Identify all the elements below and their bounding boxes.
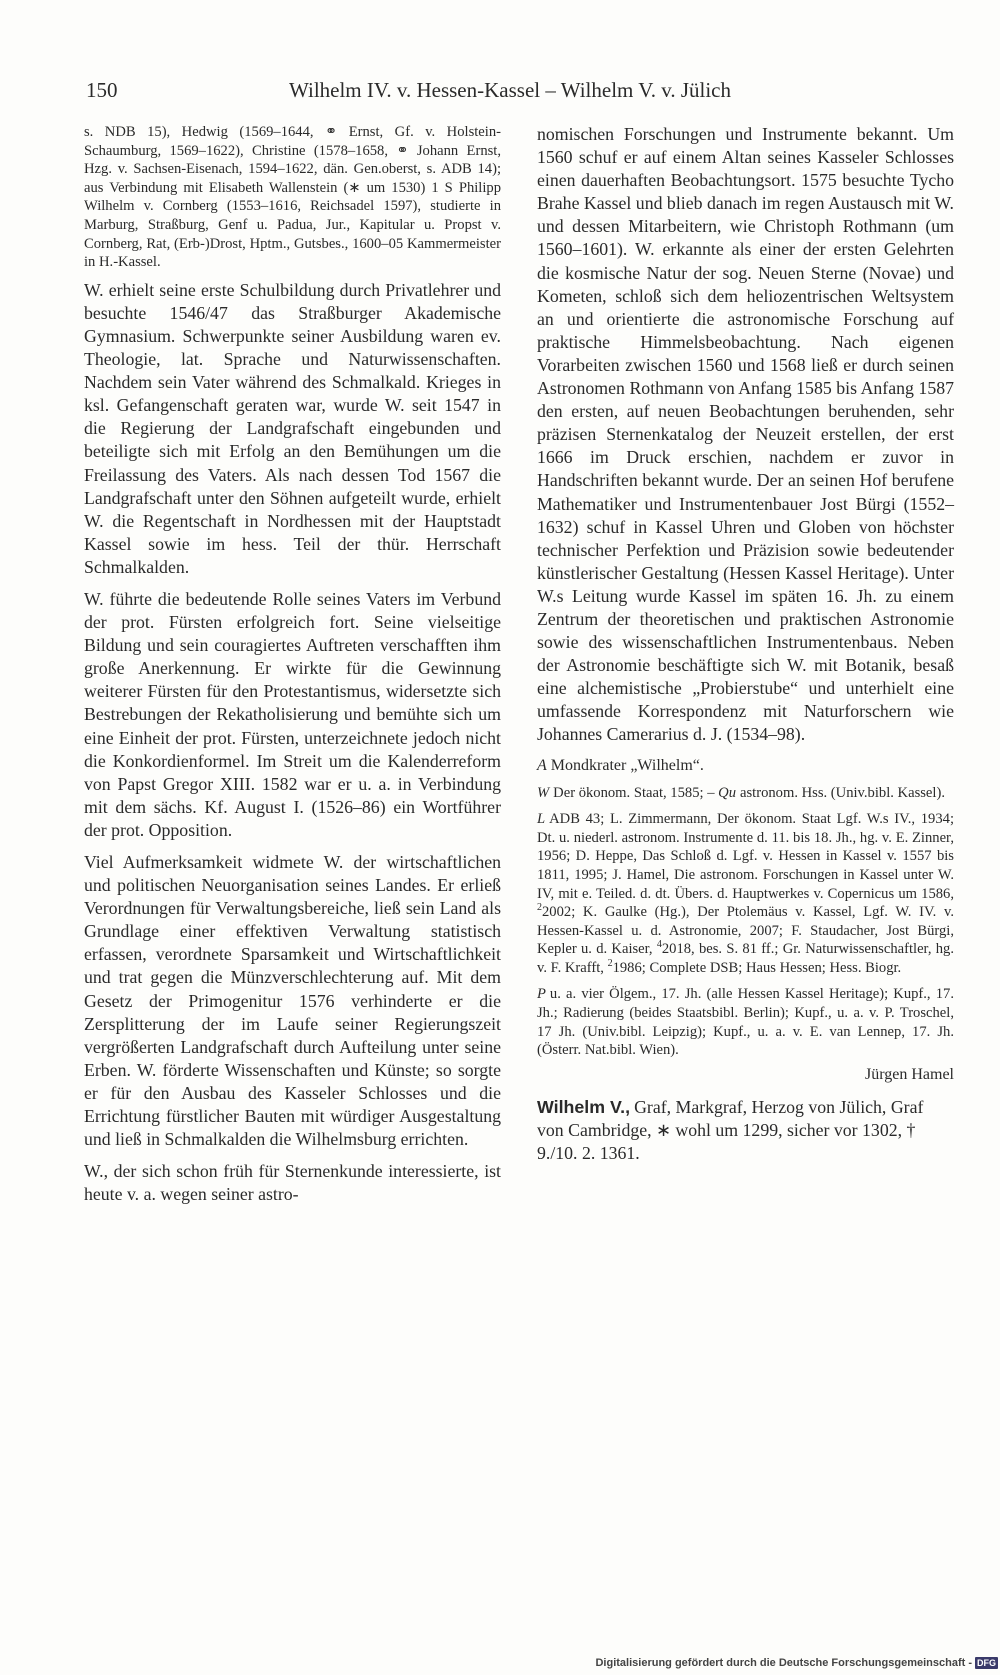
paragraph-astronomy-start: W., der sich schon früh für Sternenkunde interessierte, ist heute v. a. wegen seiner astro- <box>84 1161 501 1205</box>
section-a-label: A <box>537 756 547 774</box>
literature-text-d: 1986; Complete DSB; Haus Hessen; Hess. Biogr. <box>612 959 902 976</box>
edition-superscript: 2 <box>537 902 542 914</box>
edition-superscript: 2 <box>607 958 613 970</box>
genealogy-text: s. NDB 15), Hedwig (1569–1644, ⚭ Ernst, Gf. v. Holstein-Schaumburg, 1569–1622), Christine (1578–1658, ⚭ Johann Ernst, Hzg. v. Sachsen-Eisenach, 1594–1622, dän. Gen.oberst, s. ADB 14); aus Verbindung mit Elisabeth Wallenstein (∗ um 1530) 1 S Philipp Wilhelm v. Cornberg (1553–1616, Reichsadel 1597), studierte in Marburg, Straßburg, Genf u. Padua, Jur., Kapitular u. Propst v. Cornberg, Rat, (Erb-)Drost, Hptm., Gutsbes., 1600–05 Kammermeister in H.-Kassel. <box>84 124 501 271</box>
dfg-logo-icon: DFG <box>977 1658 996 1668</box>
literature-text-b: 2002; K. Gaulke (Hg.), Der Ptolemäus v. Kassel, Lgf. W. IV. v. Hessen-Kassel u. d. Astronomie, 2007; F. Staudacher, Jost Bürgi, Kepler u. d. Kaiser, <box>537 904 954 958</box>
next-entry-name: Wilhelm V., <box>537 1096 631 1117</box>
digitization-footer <box>595 1657 998 1669</box>
section-l-label: L <box>537 811 546 828</box>
section-p-text: u. a. vier Ölgem., 17. Jh. (alle Hessen Kassel Heritage); Kupf., 17. Jh.; Radierung (beides Staatsbibl. Berlin); Kupf., u. a. v. P. Troschel, 17 Jh. (Univ.bibl. Leipzig); Kupf., u. a. v. E. van Lennep, 17. Jh. (Österr. Nat.bibl. Wien). <box>537 986 954 1059</box>
footer-text: Digitalisierung gefördert durch die Deutsche Forschungsgemeinschaft - <box>595 1657 972 1669</box>
section-p <box>537 985 954 1059</box>
running-title: Wilhelm IV. v. Hessen-Kassel – Wilhelm V. v. Jülich <box>289 78 731 102</box>
left-column <box>84 123 501 1215</box>
section-qu-text: astronom. Hss. (Univ.bibl. Kassel). <box>740 784 945 801</box>
section-l <box>537 810 954 977</box>
section-qu-label: Qu <box>718 784 736 801</box>
section-w-text: Der ökonom. Staat, 1585; – <box>553 784 719 801</box>
page-number: 150 <box>86 78 118 102</box>
section-w <box>537 784 954 803</box>
paragraph-administration: Viel Aufmerksamkeit widmete W. der wirtschaftlichen und politischen Neuorganisation seines Landes. Er erließ Verordnungen für Verwaltungsbereiche, ließ sein Land als Grundlage einer effektiven Verwaltung statistisch erfassen, verordnete Sparsamkeit und Wirtschaftlichkeit und trat gegen die Münzverschlechterung auf. Mit dem Gesetz der Primogenitur 1576 verhinderte er die Zersplitterung der im Laufe seiner Regierungszeit vergrößerten Landgrafschaft durch Aufteilung unter seine Erben. W. förderte Wissenschaften und Künste; so sorgte er für den Ausbau des Kasseler Schlosses und die Errichtung fürstlicher Bauten mit würdiger Ausgestaltung und ließ in Schmalkalden die Wilhelmsburg errichten. <box>84 852 501 1150</box>
section-a-text: Mondkrater „Wilhelm“. <box>550 756 704 774</box>
paragraph-education: W. erhielt seine erste Schulbildung durch Privatlehrer und besuchte 1546/47 das Straßburger Akademische Gymnasium. Schwerpunkte seiner Ausbildung waren ev. Theologie, lat. Sprache und Naturwissenschaften. Nachdem sein Vater während des Schmalkald. Krieges in ksl. Gefangenschaft geraten war, wurde W. seit 1547 in die Regierung der Landgrafschaft eingebunden und beteiligte sich mit Erfolg an den Bemühungen um die Freilassung des Vaters. Als nach dessen Tod 1567 die Landgrafschaft unter den Söhnen aufgeteilt wurde, erhielt W. die Regentschaft in Nordhessen mit der Hauptstadt Kassel sowie im hess. Teil der thür. Herrschaft Schmalkalden. <box>84 279 501 577</box>
section-p-label: P <box>537 986 546 1003</box>
right-column <box>537 123 954 1165</box>
section-a <box>537 756 954 776</box>
paragraph-astronomy: nomischen Forschungen und Instrumente bekannt. Um 1560 schuf er auf einem Altan seines Kasseler Schlosses einen dauerhaften Beobachtungsort. 1575 besuchte Tycho Brahe Kassel und blieb danach im regen Austausch mit W. und dessen Mitarbeitern, wie Christoph Rothmann (um 1560–1601). W. erkannte als einer der ersten Gelehrten die kosmische Natur der sog. Neuen Sterne (Novae) und Kometen, schloß sich dem heliozentrischen Weltsystem an und orientierte die astronomische Forschung auf praktische Himmelsbeobachtung. Nach eigenen Vorarbeiten zwischen 1560 und 1568 ließ er durch seinen Astronomen Rothmann von Anfang 1585 bis Anfang 1587 den ersten, auf neuen Beobachtungen beruhenden, sehr präzisen Sternenkatalog der Neuzeit erstellen, der erst 1666 im Druck erschien, nachdem er zuvor in Handschriften bekannt wurde. Der an seinen Hof berufene Mathematiker und Instrumentenbauer Jost Bürgi (1552–1632) schuf in Kassel Uhren und Globen von höchster technischer Perfektion und Präzision sowie bedeutender künstlerischer Gestaltung (Hessen Kassel Heritage). Unter W.s Leitung wurde Kassel im späten 16. Jh. zu einem Zentrum der theoretischen und praktischen Astronomie sowie des wissenschaftlichen Instrumentenbaus. Neben der Astronomie beschäftigte sich W. mit Botanik, besaß eine alchemistische „Probierstube“ und unterhielt eine umfassende Korrespondenz mit Naturforschern wie Johannes Camerarius d. J. (1534–98). <box>537 124 954 745</box>
literature-text-a: ADB 43; L. Zimmermann, Der ökonom. Staat Lgf. W.s IV., 1934; Dt. u. niederl. astronom. Instrumente d. 11. bis 18. Jh., hg. v. E. Zinner, 1956; D. Heppe, Das Schloß d. Lgf. v. Hessen in Kassel v. 1557 bis 1811, 1995; J. Hamel, Die astronom. Forschungen in Kassel unter W. IV, mit e. Teiled. d. dt. Übers. d. Hauptwerkes v. Copernicus um 1586, <box>537 811 954 902</box>
section-w-label: W <box>537 784 550 801</box>
page-header <box>84 78 934 108</box>
next-entry-text: Graf, Markgraf, Herzog von Jülich, Graf von Cambridge, ∗ wohl um 1299, sicher vor 1302, † 9./10. 2. 1361. <box>537 1096 924 1164</box>
paragraph-politics: W. führte die bedeutende Rolle seines Vaters im Verbund der prot. Fürsten erfolgreich fort. Seine vielseitige Bildung und sein couragiertes Auftreten verschafften ihm große Anerkennung. Er wirkte für die Gewinnung weiterer Fürsten für den Protestantismus, widersetzte sich Bestrebungen der Rekatholisierung und bemühte sich um eine Einheit der prot. Fürsten, unterzeichnete jedoch nicht die Konkordienformel. Im Streit um die Kalenderreform von Papst Gregor XIII. 1582 war er u. a. in Verbindung mit dem sächs. Kf. August I. (1526–86) ein Wortführer der prot. Opposition. <box>84 588 501 840</box>
next-entry <box>537 1096 954 1165</box>
literature-text-c: 2018, bes. S. 81 ff.; Gr. Naturwissenschaftler, hg. v. F. Krafft, <box>537 941 954 976</box>
author-signature: Jürgen Hamel <box>864 1065 954 1083</box>
edition-superscript: 4 <box>656 939 662 951</box>
